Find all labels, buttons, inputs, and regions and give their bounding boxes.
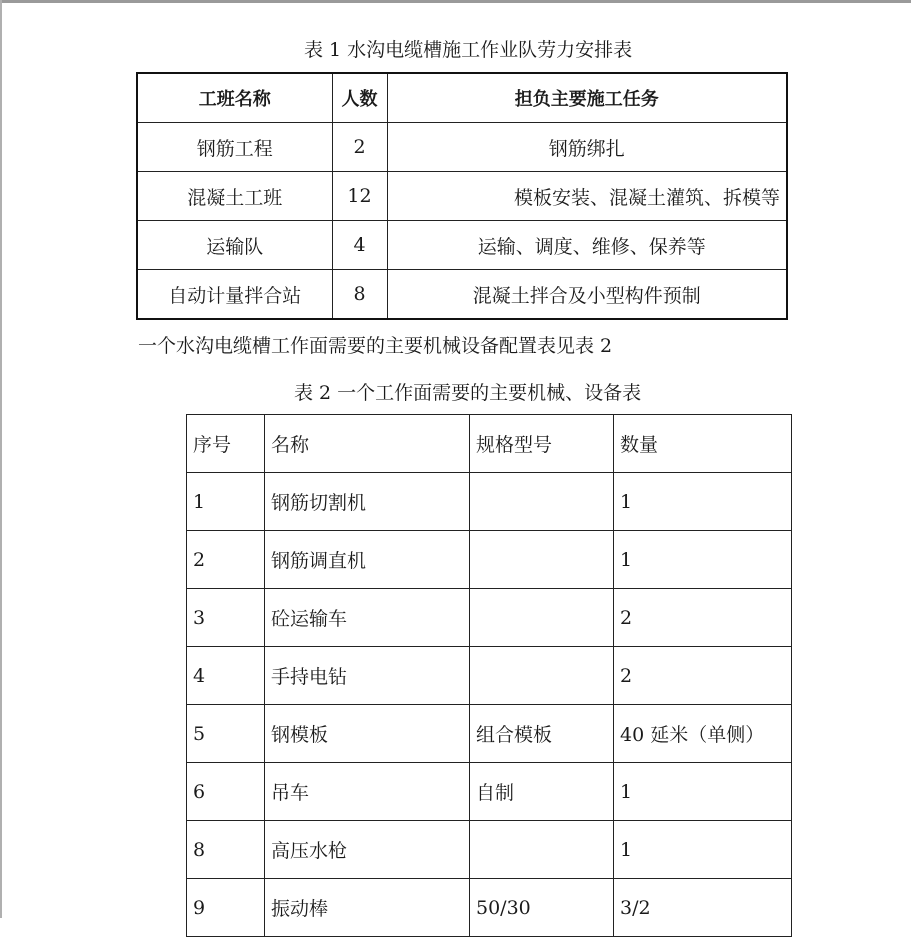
- table-row: [137, 123, 787, 172]
- equipment-name-cell: 振动棒: [265, 879, 470, 937]
- equipment-name-cell: 钢筋切割机: [265, 473, 470, 531]
- task-cell: 运输、调度、维修、保养等: [387, 221, 787, 270]
- quantity-cell: 1: [614, 531, 792, 589]
- spec-cell: 自制: [470, 763, 614, 821]
- spec-cell: [470, 589, 614, 647]
- index-cell: 2: [187, 531, 265, 589]
- table-header-row: [137, 73, 787, 123]
- table-row: [187, 763, 792, 821]
- spec-cell: 50/30: [470, 879, 614, 937]
- quantity-cell: 2: [614, 589, 792, 647]
- team-name-cell: 混凝土工班: [137, 172, 332, 221]
- table-row: [137, 172, 787, 221]
- header-main-task: 担负主要施工任务: [387, 73, 787, 123]
- quantity-cell: 3/2: [614, 879, 792, 937]
- table-row: [137, 221, 787, 270]
- headcount-cell: 4: [332, 221, 387, 270]
- header-headcount: 人数: [332, 73, 387, 123]
- team-name-cell: 钢筋工程: [137, 123, 332, 172]
- headcount-cell: 2: [332, 123, 387, 172]
- page-top-border: [0, 0, 911, 3]
- spec-cell: [470, 531, 614, 589]
- table1-caption: 表 1 水沟电缆槽施工作业队劳力安排表: [304, 39, 633, 61]
- quantity-cell: 2: [614, 647, 792, 705]
- header-quantity: 数量: [614, 415, 792, 473]
- header-spec: 规格型号: [470, 415, 614, 473]
- equipment-name-cell: 钢模板: [265, 705, 470, 763]
- table-row: [187, 647, 792, 705]
- body-paragraph: 一个水沟电缆槽工作面需要的主要机械设备配置表见表 2: [138, 335, 613, 357]
- quantity-cell: 1: [614, 821, 792, 879]
- index-cell: 3: [187, 589, 265, 647]
- header-team-name: 工班名称: [137, 73, 332, 123]
- spec-cell: 组合模板: [470, 705, 614, 763]
- table-row: [187, 705, 792, 763]
- page-left-border: [0, 0, 2, 918]
- headcount-cell: 12: [332, 172, 387, 221]
- spec-cell: [470, 821, 614, 879]
- index-cell: 4: [187, 647, 265, 705]
- team-name-cell: 自动计量拌合站: [137, 270, 332, 320]
- equipment-name-cell: 吊车: [265, 763, 470, 821]
- header-name: 名称: [265, 415, 470, 473]
- task-cell: 模板安装、混凝土灌筑、拆模等: [387, 172, 787, 221]
- index-cell: 1: [187, 473, 265, 531]
- labor-arrangement-table: [136, 72, 788, 320]
- spec-cell: [470, 647, 614, 705]
- team-name-cell: 运输队: [137, 221, 332, 270]
- quantity-cell: 40 延米（单侧）: [614, 705, 792, 763]
- quantity-cell: 1: [614, 763, 792, 821]
- table2-caption: 表 2 一个工作面需要的主要机械、设备表: [294, 382, 642, 404]
- table-row: [187, 589, 792, 647]
- task-cell: 钢筋绑扎: [387, 123, 787, 172]
- equipment-table: [186, 414, 792, 937]
- equipment-name-cell: 砼运输车: [265, 589, 470, 647]
- table-header-row: [187, 415, 792, 473]
- task-cell: 混凝土拌合及小型构件预制: [387, 270, 787, 320]
- headcount-cell: 8: [332, 270, 387, 320]
- header-index: 序号: [187, 415, 265, 473]
- equipment-name-cell: 手持电钻: [265, 647, 470, 705]
- index-cell: 5: [187, 705, 265, 763]
- index-cell: 8: [187, 821, 265, 879]
- equipment-name-cell: 钢筋调直机: [265, 531, 470, 589]
- table-row: [187, 879, 792, 937]
- quantity-cell: 1: [614, 473, 792, 531]
- table-row: [187, 821, 792, 879]
- equipment-name-cell: 高压水枪: [265, 821, 470, 879]
- index-cell: 6: [187, 763, 265, 821]
- spec-cell: [470, 473, 614, 531]
- index-cell: 9: [187, 879, 265, 937]
- table-row: [187, 531, 792, 589]
- table-row: [187, 473, 792, 531]
- table-row: [137, 270, 787, 320]
